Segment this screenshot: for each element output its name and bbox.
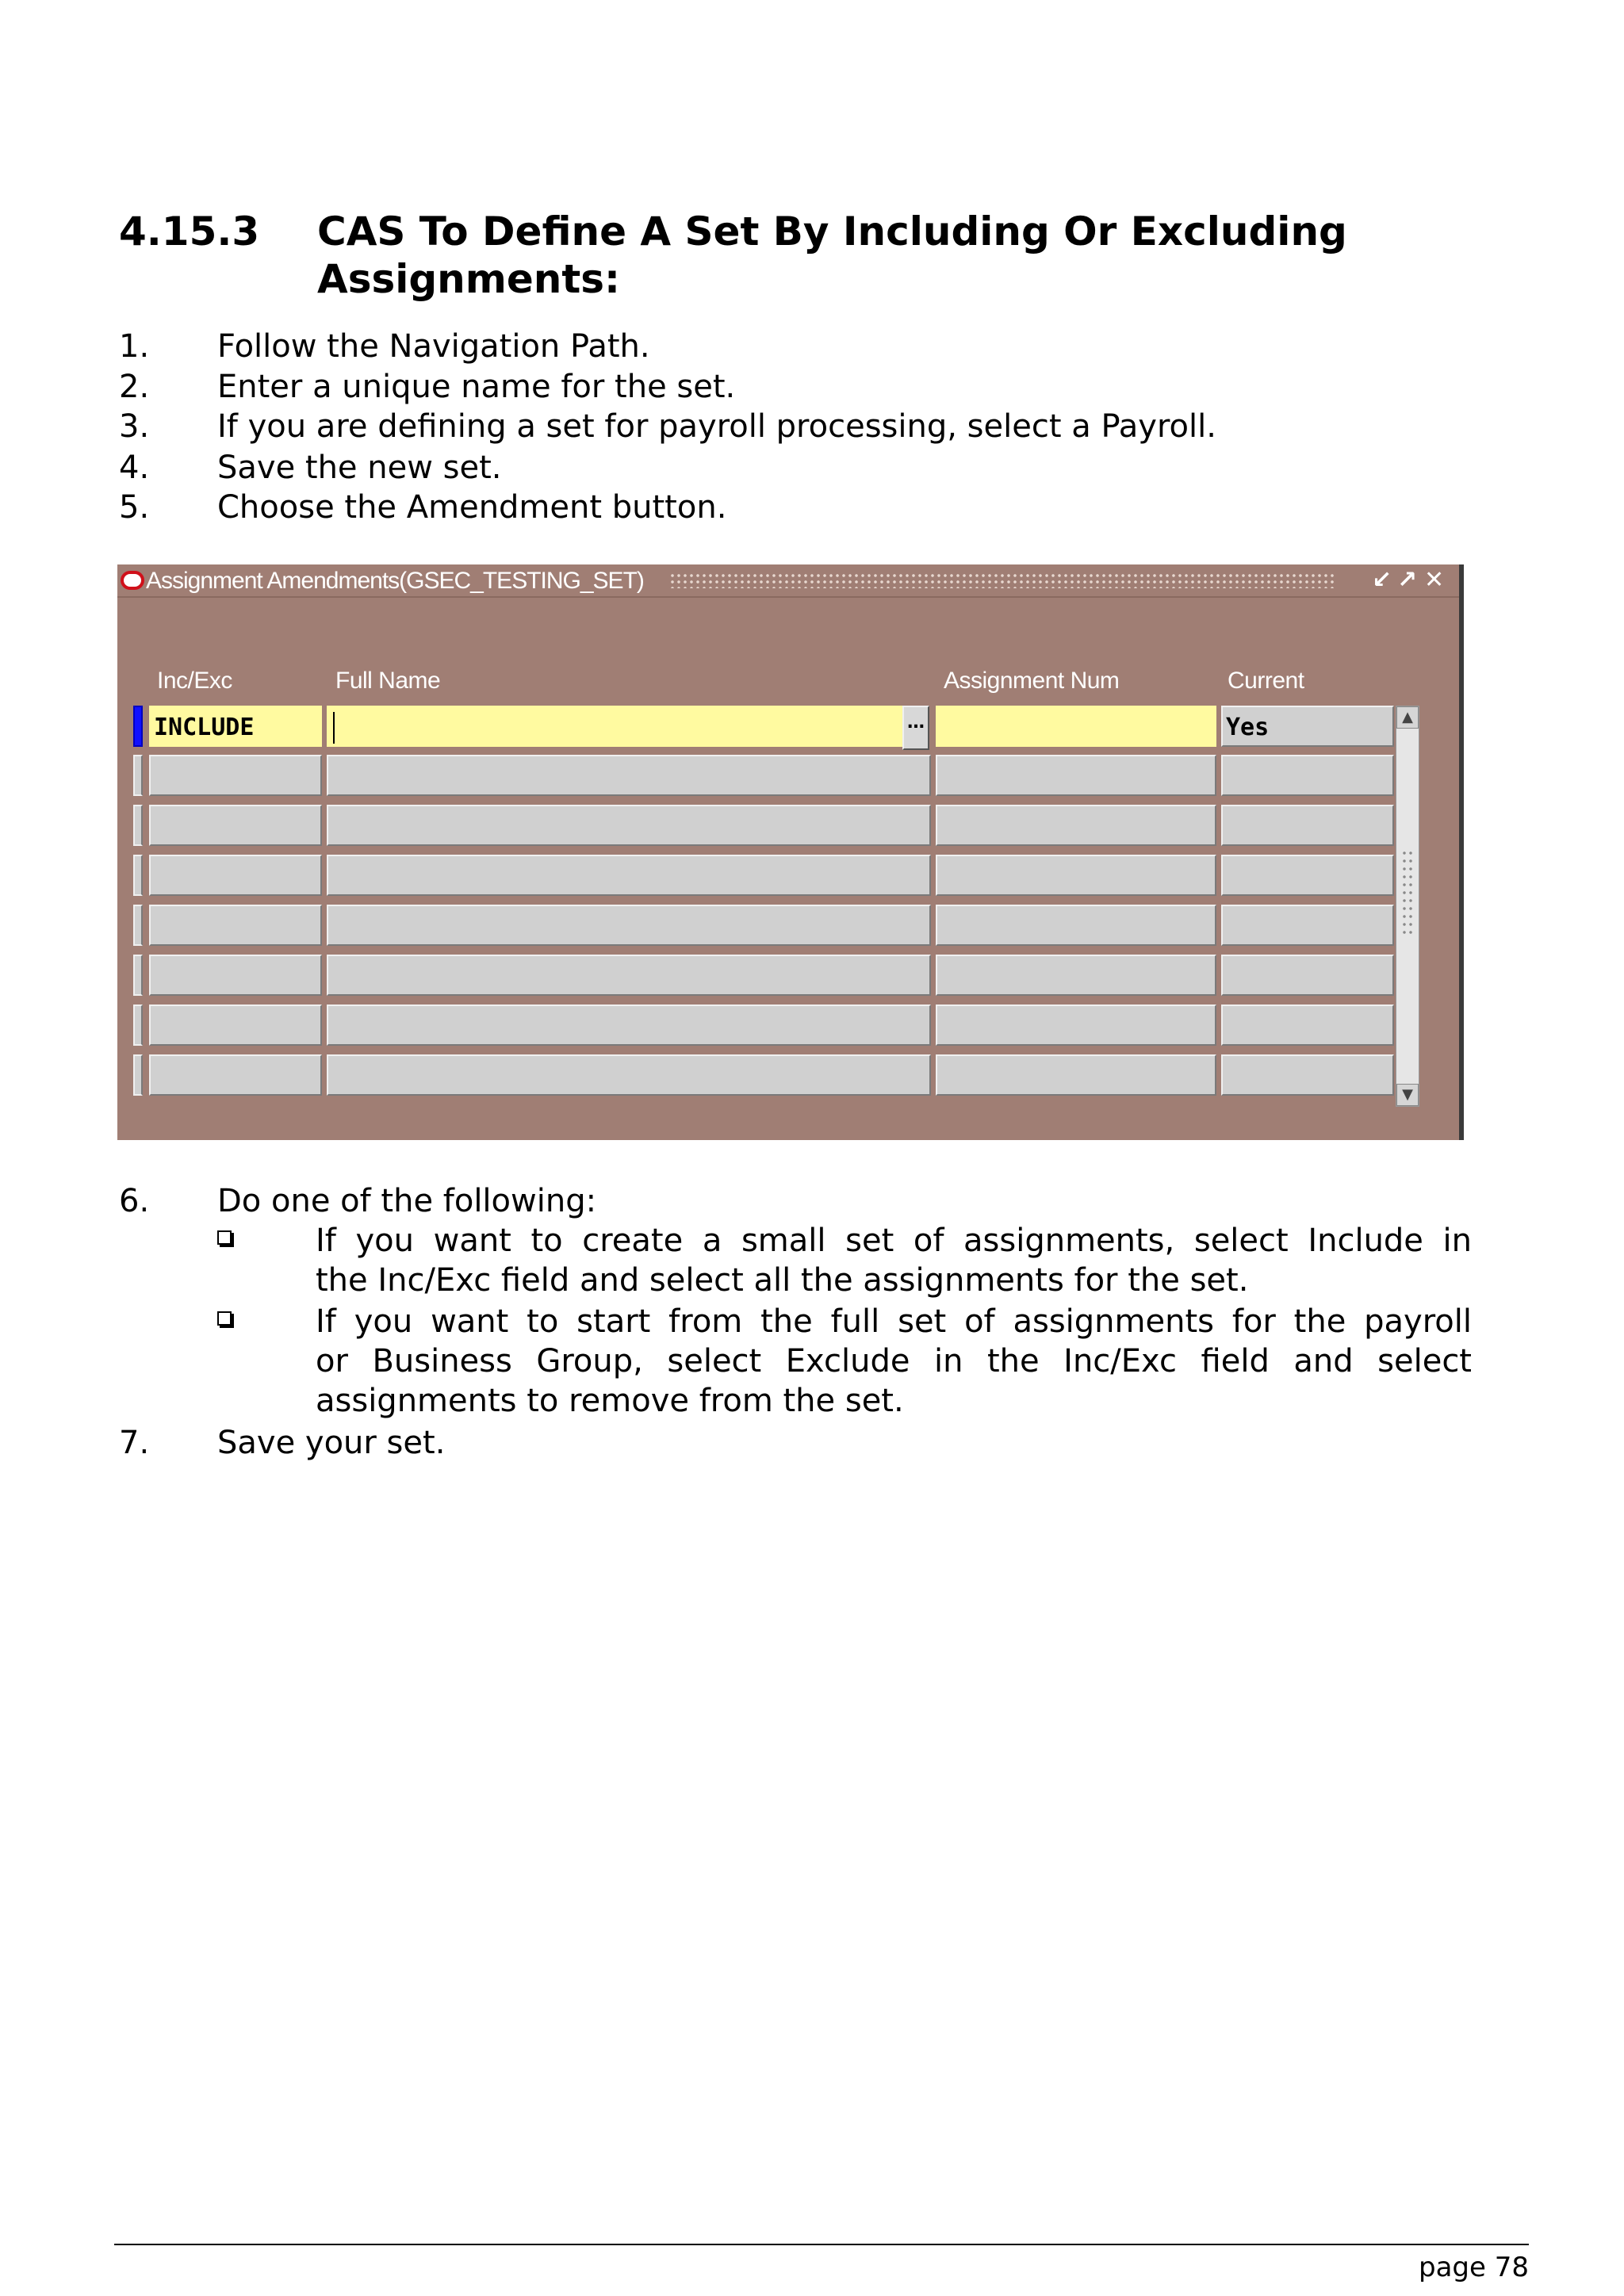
step-text: If you are defining a set for payroll processing, select a Payroll. [217,408,1216,445]
table-cell[interactable] [936,805,1216,846]
section-title: CAS To Define A Set By Including Or Excluding Assignments: [317,209,1347,302]
table-cell[interactable] [327,1054,931,1096]
titlebar-grip-pattern [669,572,1335,588]
window-title: Assignment Amendments(GSEC_TESTING_SET) [146,568,644,594]
step-number: 4. [119,450,150,486]
bullet-text: or Business Group, select Exclude in the Inc/Exc field and select [316,1343,1472,1380]
table-cell[interactable] [149,1004,322,1046]
table-cell[interactable] [936,955,1216,996]
list-of-values-button[interactable]: … [902,706,929,750]
footer-divider [114,2244,1529,2245]
table-cell[interactable] [327,1004,931,1046]
column-header-current: Current [1228,668,1304,694]
step-text: Follow the Navigation Path. [217,328,650,365]
close-icon[interactable]: ✕ [1424,566,1445,594]
checkbox-bullet-icon [217,1230,232,1245]
step-number: 1. [119,328,150,365]
step-number: 7. [119,1425,150,1461]
table-cell[interactable] [1221,805,1394,846]
table-cell[interactable] [149,805,322,846]
inc-exc-value: INCLUDE [154,714,255,741]
window-titlebar[interactable] [117,564,1459,598]
table-cell[interactable] [1221,905,1394,946]
table-cell[interactable] [327,955,931,996]
bullet-text: the Inc/Exc field and select all the assignments for the set. [316,1262,1249,1299]
section-number: 4.15.3 [119,209,260,254]
step-text: Save your set. [217,1425,446,1461]
inc-exc-field[interactable] [149,706,322,747]
step-number: 3. [119,408,150,445]
maximize-icon[interactable]: ↗ [1397,566,1418,594]
table-cell[interactable] [149,905,322,946]
scroll-thumb[interactable] [1401,849,1414,936]
table-cell[interactable] [1221,1004,1394,1046]
table-cell[interactable] [1221,955,1394,996]
table-cell[interactable] [1221,1054,1394,1096]
assignment-amendments-window [117,564,1459,1140]
step-text: Enter a unique name for the set. [217,369,736,405]
table-cell[interactable] [327,755,931,796]
table-cell[interactable] [149,955,322,996]
table-cell[interactable] [936,855,1216,896]
bullet-text: If you want to start from the full set of assignments for the payroll [316,1303,1472,1340]
assignment-num-field[interactable] [936,706,1216,747]
current-field[interactable] [1221,706,1394,747]
step-number: 5. [119,489,150,526]
checkbox-bullet-icon [217,1311,232,1326]
table-cell[interactable] [1221,755,1394,796]
column-header-full-name: Full Name [335,668,441,694]
record-indicator[interactable] [133,755,143,796]
step-text: Save the new set. [217,450,502,486]
record-indicator[interactable] [133,855,143,896]
record-indicator[interactable] [133,805,143,846]
table-cell[interactable] [149,755,322,796]
record-indicator[interactable] [133,905,143,946]
window-shadow [1459,564,1464,1140]
oracle-logo-icon [121,571,144,590]
current-value: Yes [1226,714,1270,741]
step-text: Do one of the following: [217,1183,597,1219]
step-text: Choose the Amendment button. [217,489,727,526]
record-indicator[interactable] [133,1004,143,1046]
step-number: 6. [119,1183,150,1219]
table-cell[interactable] [1221,855,1394,896]
table-cell[interactable] [327,905,931,946]
full-name-field[interactable] [327,706,902,747]
table-cell[interactable] [149,1054,322,1096]
text-cursor [333,712,335,744]
page-number: page 78 [1419,2252,1529,2283]
table-cell[interactable] [936,755,1216,796]
record-indicator-active[interactable] [133,706,143,747]
table-cell[interactable] [149,855,322,896]
table-cell[interactable] [327,855,931,896]
scroll-down-arrow-icon[interactable]: ▼ [1396,1084,1419,1106]
table-cell[interactable] [936,905,1216,946]
table-cell[interactable] [936,1004,1216,1046]
table-cell[interactable] [327,805,931,846]
bullet-text: If you want to create a small set of assignments, select Include in [316,1223,1472,1259]
bullet-text: assignments to remove from the set. [316,1383,904,1419]
step-number: 2. [119,369,150,405]
record-indicator[interactable] [133,1054,143,1096]
column-header-assignment-num: Assignment Num [944,668,1120,694]
scroll-up-arrow-icon[interactable]: ▲ [1396,706,1419,729]
table-cell[interactable] [936,1054,1216,1096]
minimize-icon[interactable]: ↙ [1372,566,1392,594]
vertical-scrollbar[interactable] [1396,706,1419,1107]
record-indicator[interactable] [133,955,143,996]
column-header-inc-exc: Inc/Exc [157,668,232,694]
